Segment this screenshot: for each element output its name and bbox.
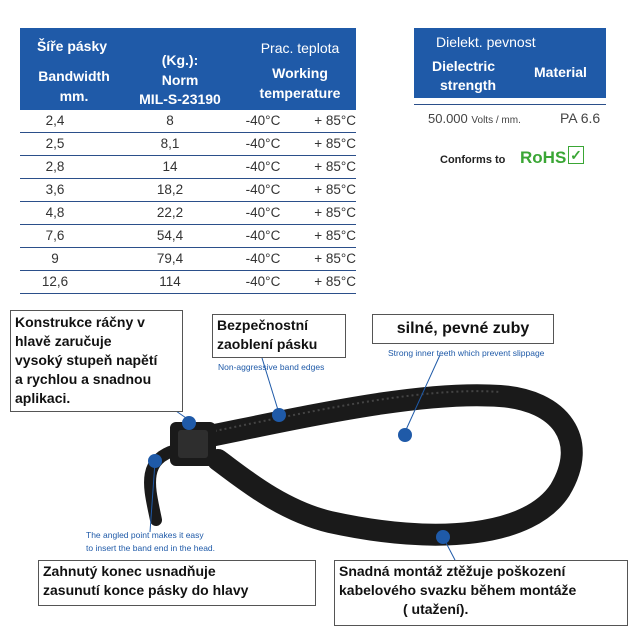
callout-ratchet-line: aplikaci. bbox=[15, 390, 71, 406]
callout-ratchet-line: Konstrukce ráčny v bbox=[15, 314, 145, 330]
callout-mount-line: ( utažení). bbox=[403, 601, 469, 617]
cell-tmin: -40°C bbox=[245, 205, 281, 220]
callout-mount bbox=[334, 560, 628, 626]
cell-tmin: -40°C bbox=[245, 274, 281, 289]
col-norm: Norm bbox=[161, 72, 199, 88]
cell-norm: 8,1 bbox=[160, 136, 180, 151]
cell-width: 7,6 bbox=[45, 228, 65, 243]
cell-norm: 114 bbox=[159, 274, 181, 289]
cell-norm: 14 bbox=[162, 159, 178, 174]
callout-mount-line: Snadná montáž ztěžuje poškození bbox=[339, 563, 566, 579]
cell-tmax: + 85°C bbox=[314, 251, 356, 266]
callout-edges bbox=[212, 314, 346, 358]
leader-teeth bbox=[405, 355, 440, 432]
conforms-label: Conforms to bbox=[440, 154, 506, 166]
material-value: PA 6.6 bbox=[560, 110, 601, 126]
col-temp-en2: temperature bbox=[259, 85, 341, 101]
callout-edges-line: Bezpečnostní bbox=[217, 317, 309, 333]
dielectric-unit: Volts / mm. bbox=[471, 115, 521, 126]
leader-mount bbox=[443, 537, 455, 560]
cell-tmin: -40°C bbox=[245, 113, 281, 128]
leader-point bbox=[150, 462, 155, 532]
col-temp-cz: Prac. teplota bbox=[260, 40, 340, 56]
cell-tmin: -40°C bbox=[245, 182, 281, 197]
col-bandwidth-en: Bandwidth bbox=[38, 68, 110, 84]
cell-tmin: -40°C bbox=[245, 159, 281, 174]
cell-tmax: + 85°C bbox=[314, 182, 356, 197]
cell-tmax: + 85°C bbox=[314, 228, 356, 243]
callout-teeth-en: Strong inner teeth which prevent slippage bbox=[388, 348, 545, 358]
cell-width: 12,6 bbox=[41, 274, 69, 289]
cell-width: 2,8 bbox=[45, 159, 65, 174]
cell-tmin: -40°C bbox=[245, 136, 281, 151]
callout-ratchet-line: a rychlou a snadnou bbox=[15, 371, 152, 387]
material-header: Material bbox=[534, 64, 587, 80]
col-norm-mil: MIL-S-23190 bbox=[139, 91, 221, 107]
callout-teeth: silné, pevné zuby bbox=[372, 314, 554, 344]
cell-width: 2,5 bbox=[45, 136, 65, 151]
callout-point-en1: The angled point makes it easy bbox=[86, 530, 204, 540]
check-icon: ✓ bbox=[568, 146, 584, 164]
callout-mount-line: kabelového svazku během montáže bbox=[339, 582, 577, 598]
cell-width: 9 bbox=[51, 251, 59, 266]
col-temp-en1: Working bbox=[272, 65, 328, 81]
dielectric-header-en2: strength bbox=[440, 77, 496, 93]
cell-tmax: + 85°C bbox=[314, 159, 356, 174]
cell-width: 3,6 bbox=[45, 182, 65, 197]
callout-edges-en: Non-aggressive band edges bbox=[218, 362, 325, 372]
dielectric-number: 50.000 bbox=[428, 111, 468, 126]
cell-norm: 8 bbox=[166, 113, 174, 128]
col-bandwidth-cz: Šíře pásky bbox=[36, 38, 108, 54]
callout-point bbox=[38, 560, 316, 606]
dielectric-header-en1: Dielectric bbox=[432, 58, 496, 74]
callout-ratchet bbox=[10, 310, 183, 412]
callout-edges-line: zaoblení pásku bbox=[217, 336, 318, 352]
cell-tmax: + 85°C bbox=[314, 205, 356, 220]
cell-width: 2,4 bbox=[45, 113, 65, 128]
col-norm-kg: (Kg.): bbox=[161, 52, 199, 68]
dielectric-header-cz: Dielekt. pevnost bbox=[436, 34, 536, 50]
cell-norm: 18,2 bbox=[156, 182, 184, 197]
cell-tmax: + 85°C bbox=[314, 113, 356, 128]
cell-norm: 79,4 bbox=[156, 251, 184, 266]
callout-point-en2: to insert the band end in the head. bbox=[86, 543, 216, 553]
callout-ratchet-line: hlavě zaručuje bbox=[15, 333, 112, 349]
callout-point-line: zasunutí konce pásky do hlavy bbox=[43, 582, 249, 598]
cell-norm: 54,4 bbox=[156, 228, 184, 243]
cell-norm: 22,2 bbox=[156, 205, 184, 220]
cell-tmin: -40°C bbox=[245, 251, 281, 266]
cell-tmax: + 85°C bbox=[314, 136, 356, 151]
cell-tmin: -40°C bbox=[245, 228, 281, 243]
callout-point-line: Zahnutý konec usnadňuje bbox=[43, 563, 216, 579]
callout-ratchet-line: vysoký stupeň napětí bbox=[15, 352, 158, 368]
col-bandwidth-unit: mm. bbox=[59, 88, 89, 104]
rohs-logo: RoHS bbox=[520, 148, 567, 167]
cell-tmax: + 85°C bbox=[314, 274, 356, 289]
cell-width: 4,8 bbox=[45, 205, 65, 220]
